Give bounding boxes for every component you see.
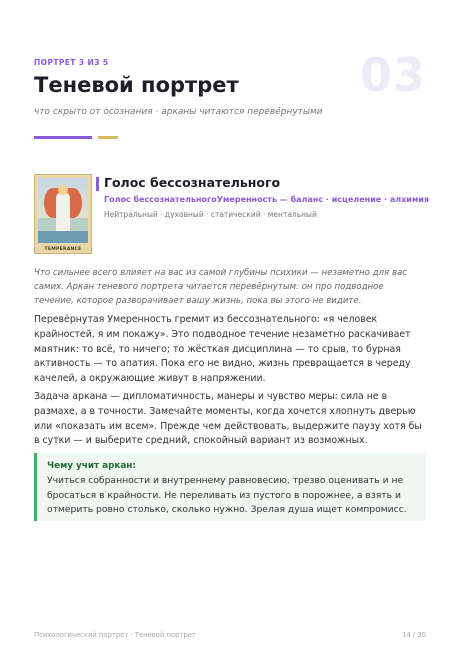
body-paragraph-1: Перевёрнутая Умеренность гремит из бессознательного: «я человек крайностей, я им покажу». Это подводное течение незаметно раскачивает маятник: то всё, то ничего; то жёсткая дисциплина — то срыв, то бурная активность — то апатия. Пока его не видно, жизнь превращается в череду качелей, а окружающие живут в напряжении. <box>34 314 411 385</box>
section-number: 03 <box>359 48 426 102</box>
page-number: 14 / 30 <box>402 631 426 639</box>
lesson-title: Чему учит аркан: <box>47 461 136 471</box>
arcana-title-bar <box>96 177 99 191</box>
tarot-card-image <box>34 174 92 254</box>
section-kicker: ПОРТРЕТ 3 ИЗ 5 <box>34 58 109 67</box>
card-artwork <box>38 178 88 243</box>
lesson-text: Учиться собранности и внутреннему равновесию, трезво оценивать и не бросаться в крайности. Не переливать из пустого в порожнее, а взять и отмерить ровно столько, сколько нужно. Зрелая душа ищет компромисс. <box>47 475 407 515</box>
card-label: TEMPERANCE <box>44 247 82 252</box>
arcana-tags: Нейтральный · духовный · статический · ментальный <box>104 210 317 219</box>
arcana-keywords: Голос бессознательногоУмеренность — баланс · исцеление · алхимия <box>104 195 430 204</box>
lead-paragraph: Что сильнее всего влияет на вас из самой глубины психики — незаметно для вас самих. Аркан теневого портрета читается перевёрнутым: он про подводное течение, которое разворачивает вашу жизнь, пока вы этого не видите. <box>34 268 408 306</box>
page-subtitle: что скрыто от осознания · арканы читаются перевёрнутыми <box>34 107 323 117</box>
card-water <box>38 231 88 243</box>
footer-title: Психологический портрет · Теневой портрет <box>34 631 196 639</box>
angel-figure <box>56 192 70 234</box>
gold-rule <box>98 136 118 139</box>
arcana-title: Голос бессознательного <box>104 175 281 190</box>
body-paragraph-2: Задача аркана — дипломатичность, манеры и чувство меры: сила не в размахе, а в точности. Замечайте моменты, когда хочется хлопнуть дверью или «показать им всем». Прежде чем действовать, выдержите паузу хотя бы в сутки — и выберите средний, спокойный вариант из возможных. <box>34 391 422 447</box>
accent-rule <box>34 136 92 139</box>
lesson-callout <box>34 453 426 521</box>
page-title: Теневой портрет <box>34 73 239 97</box>
angel-head <box>58 185 68 195</box>
